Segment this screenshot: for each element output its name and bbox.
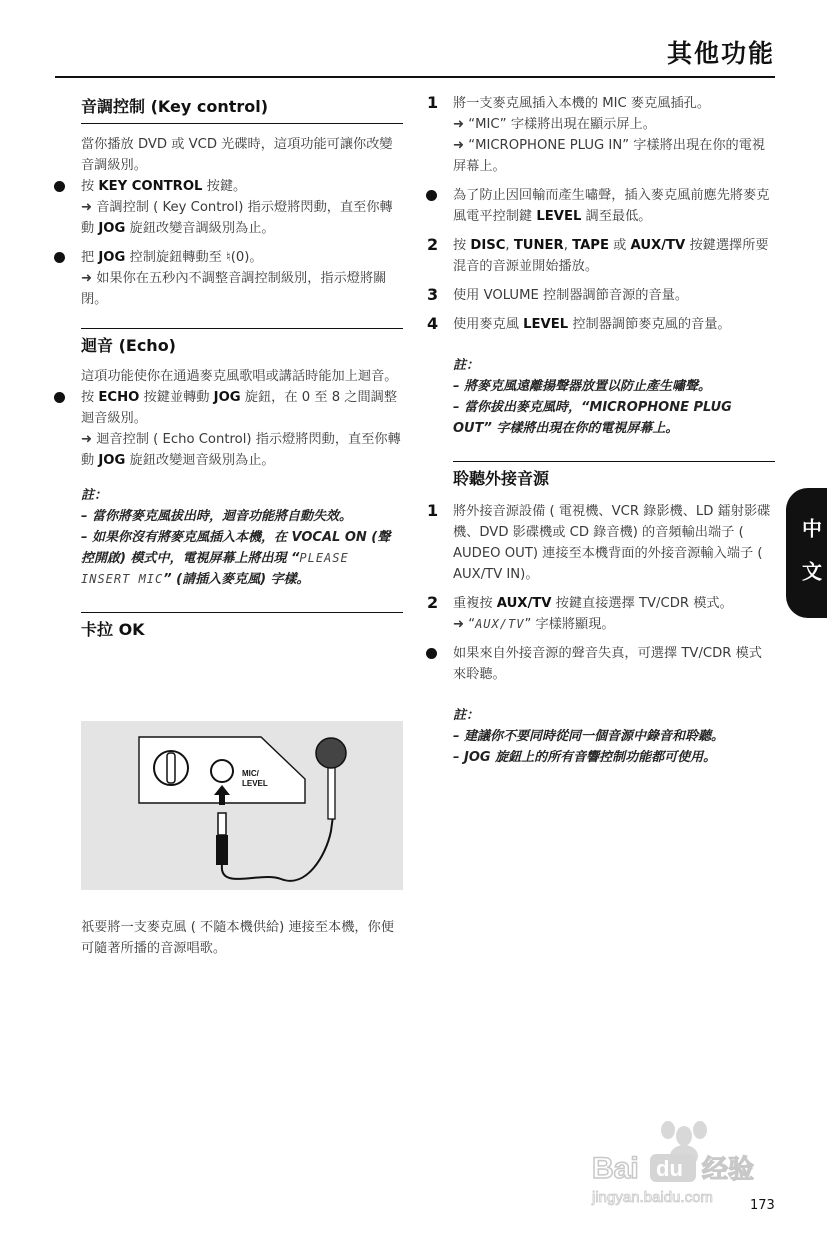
mic-step-1-result-b: ➜ “MICROPHONE PLUG IN” 字樣將出現在你的電視屏幕上。 bbox=[453, 138, 766, 174]
mic-step-2 bbox=[427, 235, 775, 277]
step-number: 2 bbox=[427, 593, 439, 612]
watermark-brand-c: 经验 bbox=[702, 1155, 755, 1185]
language-tab bbox=[786, 488, 827, 618]
jog-key: JOG bbox=[98, 221, 126, 236]
text: – bbox=[453, 750, 465, 765]
text: ➜ “ bbox=[453, 617, 476, 632]
external-step-1-text: 將外接音源設備 ( 電視機、VCR 錄影機、LD 鐳射影碟機、DVD 影碟機或 CD 錄音機) 的音頻輸出端子 ( AUDEO OUT) 連接至本機背面的外接音源輸入端子 ( AUX/TV IN)。 bbox=[453, 504, 771, 582]
text: , bbox=[505, 238, 514, 253]
text: 控制旋鈕轉動至 ♮(0)。 bbox=[125, 250, 263, 265]
key-control-bullet-2 bbox=[81, 247, 403, 310]
text: 按 bbox=[81, 390, 99, 405]
external-note bbox=[453, 705, 775, 768]
page-number: 173 bbox=[750, 1198, 775, 1213]
external-bullet bbox=[453, 643, 775, 685]
plug-body bbox=[216, 835, 228, 865]
aux-tv-key: AUX/TV bbox=[496, 596, 552, 611]
bullet-dot bbox=[54, 392, 65, 403]
fig-level-label: LEVEL bbox=[242, 779, 268, 788]
key-control-intro: 當你播放 DVD 或 VCD 光碟時，這項功能可讓你改變音調級別。 bbox=[81, 137, 393, 173]
text: 按 bbox=[81, 179, 99, 194]
mic-note-1: – 將麥克風遠離揚聲器放置以防止產生嘯聲。 bbox=[453, 379, 712, 394]
key-control-heading: 音調控制 (Key control) bbox=[81, 96, 403, 124]
bullet-dot bbox=[54, 181, 65, 192]
external-step-2 bbox=[427, 593, 775, 635]
left-column bbox=[81, 96, 403, 644]
note-heading: 註： bbox=[453, 708, 480, 723]
mic-bullet bbox=[453, 185, 775, 227]
step-number: 1 bbox=[427, 501, 439, 520]
level-key: LEVEL bbox=[536, 209, 582, 224]
watermark-url: jingyan.baidu.com bbox=[592, 1189, 713, 1206]
aux-tv-key: AUX/TV bbox=[630, 238, 686, 253]
mic-step-4 bbox=[427, 314, 775, 335]
jog-key: JOG bbox=[464, 750, 491, 765]
knob-grip bbox=[167, 753, 175, 783]
text: 控制器調節麥克風的音量。 bbox=[568, 317, 731, 332]
external-source-heading: 聆聽外接音源 bbox=[453, 461, 775, 493]
jog-key: JOG bbox=[98, 453, 126, 468]
paw-logo bbox=[584, 1118, 784, 1208]
language-tab-label: 中 文 bbox=[798, 517, 823, 589]
text: 旋鈕改變迴音級別為止。 bbox=[125, 453, 275, 468]
header-rule bbox=[55, 76, 775, 78]
key-control-bullet-2-result: ➜ 如果你在五秒內不調整音調控制級別，指示燈將關閉。 bbox=[81, 271, 387, 307]
watermark-brand-a: Bai bbox=[592, 1152, 639, 1185]
mic-step-3 bbox=[427, 285, 775, 306]
karaoke-caption-block bbox=[81, 917, 403, 959]
jog-key: JOG bbox=[213, 390, 241, 405]
text: 按鍵。 bbox=[202, 179, 247, 194]
text: ➜ 音調控制 ( Key Control) 指示燈將閃動，直至你轉動 bbox=[81, 200, 393, 236]
page-title: 其他功能 bbox=[666, 39, 775, 68]
karaoke-heading: 卡拉 OK bbox=[81, 612, 403, 644]
level-key: LEVEL bbox=[523, 317, 569, 332]
mic-step-1-text: 將一支麥克風插入本機的 MIC 麥克風插孔。 bbox=[453, 96, 711, 111]
mic-cable bbox=[222, 816, 333, 881]
please-insert-mic-display: PLEASE INSERT MIC bbox=[81, 551, 349, 586]
key-control-bullet-1 bbox=[81, 176, 403, 239]
bullet-dot bbox=[54, 252, 65, 263]
plug-tip bbox=[218, 813, 226, 835]
step-number: 2 bbox=[427, 235, 439, 254]
bullet-dot bbox=[426, 190, 437, 201]
disc-key: DISC bbox=[470, 238, 506, 253]
step-number: 1 bbox=[427, 93, 439, 112]
text: 重複按 bbox=[453, 596, 497, 611]
echo-bullet-1 bbox=[81, 387, 403, 471]
text: 使用麥克風 bbox=[453, 317, 524, 332]
external-bullet-text: 如果來自外接音源的聲音失真，可選擇 TV/CDR 模式來聆聽。 bbox=[453, 646, 762, 682]
external-note-1: – 建議你不要同時從同一個音源中錄音和聆聽。 bbox=[453, 729, 725, 744]
fig-mic-label: MIC/ bbox=[242, 769, 259, 778]
text: ➜ 迴音控制 ( Echo Control) 指示燈將閃動，直至你轉動 bbox=[81, 432, 401, 468]
text: 把 bbox=[81, 250, 99, 265]
text: , bbox=[563, 238, 573, 253]
text: ” (請插入麥克風) 字樣。 bbox=[163, 572, 310, 587]
mic-step-1-result-a: ➜ “MIC” 字樣將出現在顯示屏上。 bbox=[453, 117, 656, 132]
mic-step-3-text: 使用 VOLUME 控制器調節音源的音量。 bbox=[453, 288, 689, 303]
tape-key: TAPE bbox=[572, 238, 609, 253]
karaoke-caption: 祇要將一支麥克風 ( 不隨本機供給) 連接至本機，你便可隨著所播的音源唱歌。 bbox=[81, 920, 394, 956]
microphone-icon bbox=[316, 738, 346, 768]
echo-intro: 這項功能使你在通過麥克風歌唱或講話時能加上迴音。 bbox=[81, 369, 398, 384]
aux-tv-display: AUX/TV bbox=[475, 617, 525, 631]
baidu-watermark bbox=[584, 1118, 784, 1208]
step-number: 3 bbox=[427, 285, 439, 304]
echo-heading: 迴音 (Echo) bbox=[81, 328, 403, 360]
text: 調至最低。 bbox=[581, 209, 652, 224]
mic-handle bbox=[328, 761, 335, 819]
external-step-1 bbox=[427, 501, 775, 585]
text: 按 bbox=[453, 238, 471, 253]
mic-note bbox=[453, 355, 775, 439]
echo-note-1: – 當你將麥克風拔出時，迴音功能將自動失效。 bbox=[81, 509, 353, 524]
note-heading: 註： bbox=[453, 358, 480, 373]
text: 或 bbox=[608, 238, 631, 253]
mic-note-2: – 當你拔出麥克風時，“MICROPHONE PLUG OUT” 字樣將出現在你的電視屏幕上。 bbox=[453, 400, 732, 436]
echo-key: ECHO bbox=[98, 390, 140, 405]
text: 按鍵並轉動 bbox=[139, 390, 214, 405]
right-column bbox=[427, 93, 775, 768]
text: 旋鈕，在 0 至 8 之間調整迴音級別。 bbox=[81, 390, 398, 426]
text: 按鍵選擇所要混音的音源並開始播放。 bbox=[453, 238, 769, 274]
watermark-brand-b: du bbox=[656, 1156, 683, 1181]
karaoke-illustration bbox=[81, 721, 403, 890]
text: 為了防止因回輸而產生嘯聲，插入麥克風前應先將麥克風電平控制鍵 bbox=[453, 188, 770, 224]
text: 旋鈕上的所有音響控制功能都可使用。 bbox=[490, 750, 717, 765]
karaoke-connection-figure bbox=[81, 721, 403, 890]
text: – 如果你沒有將麥克風插入本機，在 VOCAL ON (聲控開啟) 模式中，電視屏幕上將出現 “ bbox=[81, 530, 391, 566]
tuner-key: TUNER bbox=[513, 238, 564, 253]
key-control-key: KEY CONTROL bbox=[98, 179, 203, 194]
bullet-dot bbox=[426, 648, 437, 659]
step-number: 4 bbox=[427, 314, 439, 333]
text: 按鍵直接選擇 TV/CDR 模式。 bbox=[551, 596, 733, 611]
text: ” 字樣將顯現。 bbox=[524, 617, 615, 632]
echo-note bbox=[81, 485, 403, 590]
jog-key: JOG bbox=[98, 250, 126, 265]
text: 旋鈕改變音調級別為止。 bbox=[125, 221, 275, 236]
note-heading: 註： bbox=[81, 488, 108, 503]
mic-step-1 bbox=[427, 93, 775, 177]
mic-jack-icon bbox=[211, 760, 233, 782]
